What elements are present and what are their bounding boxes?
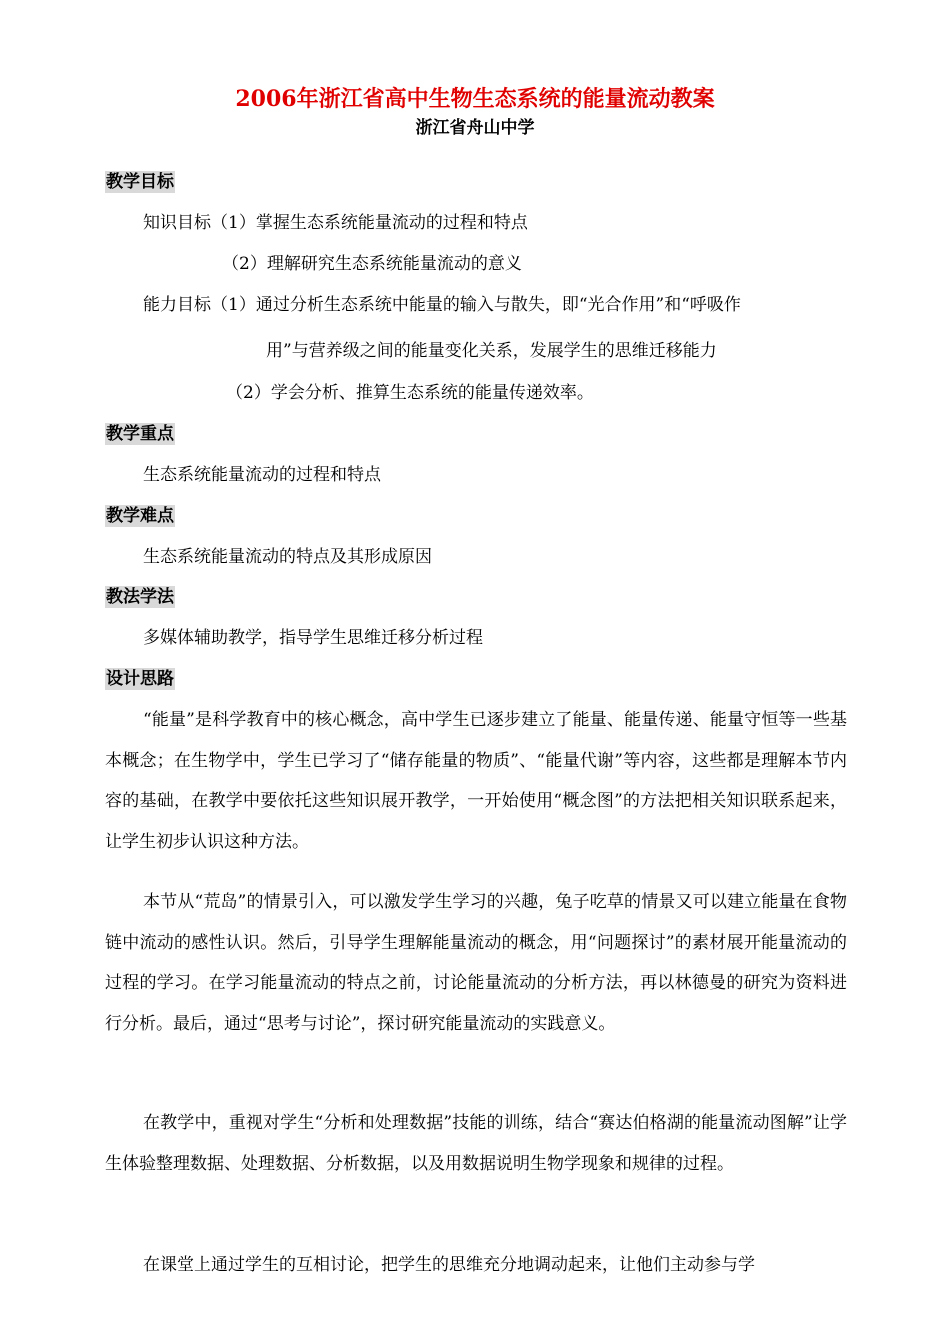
- design-paragraph-1: “能量”是科学教育中的核心概念，高中学生已逐步建立了能量、能量传递、能量守恒等一些基本概念；在生物学中，学生已学习了“储存能量的物质”、“能量代谢”等内容，这些都是理解本节内容的基础，在教学中要依托这些知识展开教学，一开始使用“概念图”的方法把相关知识联系起来，让学生初步认识这种方法。: [105, 710, 847, 852]
- document-title: 2006年浙江省高中生物生态系统的能量流动教案: [235, 86, 715, 112]
- design-paragraph-2: 本节从“荒岛”的情景引入，可以激发学生学习的兴趣，兔子吃草的情景又可以建立能量在食物链中流动的感性认识。然后，引导学生理解能量流动的概念，用“问题探讨”的素材展开能量流动的过程的学习。在学习能量流动的特点之前，讨论能量流动的分析方法，再以林德曼的研究为资料进行分析。最后，通过“思考与讨论”，探讨研究能量流动的实践意义。: [105, 892, 847, 1034]
- design-paragraph-4: 在课堂上通过学生的互相讨论，把学生的思维充分地调动起来，让他们主动参与学: [143, 1255, 755, 1275]
- document-subtitle: 浙江省舟山中学: [415, 118, 535, 138]
- key-points-heading: 教学重点: [106, 424, 174, 444]
- methods-heading: 教法学法: [106, 587, 174, 607]
- difficulties-heading: 教学难点: [106, 506, 174, 526]
- ability-goal-2: （2）学会分析、推算生态系统的能量传递效率。: [226, 383, 594, 403]
- ability-goal-1-line-2: 用”与营养级之间的能量变化关系，发展学生的思维迁移能力: [266, 341, 717, 361]
- difficulties-text: 生态系统能量流动的特点及其形成原因: [143, 547, 432, 567]
- ability-goal-1-line-1: 能力目标（1）通过分析生态系统中能量的输入与散失，即“光合作用”和“呼吸作: [143, 295, 741, 315]
- knowledge-goal-2: （2）理解研究生态系统能量流动的意义: [222, 254, 522, 274]
- key-points-text: 生态系统能量流动的过程和特点: [143, 465, 381, 485]
- design-heading: 设计思路: [106, 669, 174, 689]
- design-paragraph-3: 在教学中，重视对学生“分析和处理数据”技能的训练，结合“赛达伯格湖的能量流动图解”让学生体验整理数据、处理数据、分析数据，以及用数据说明生物学现象和规律的过程。: [105, 1113, 847, 1174]
- methods-text: 多媒体辅助教学，指导学生思维迁移分析过程: [143, 628, 483, 648]
- goals-heading: 教学目标: [106, 172, 174, 192]
- knowledge-goal-1: 知识目标（1）掌握生态系统能量流动的过程和特点: [143, 213, 528, 233]
